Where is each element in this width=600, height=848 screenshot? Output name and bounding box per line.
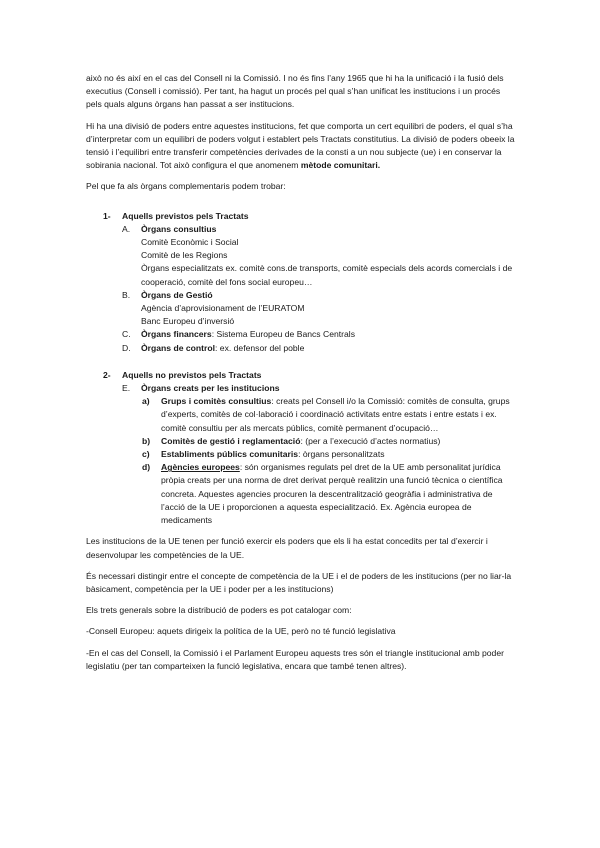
list2-item-e — [86, 382, 516, 395]
intro-paragraph-1: això no és així en el cas del Consell ni la Comissió. I no és fins l’any 1965 que hi ha la unificació i la fusió dels executius (Consell i comissió). Per tant, ha hagut un procés pel qual s’han unificat les institucions i un procés pels quals alguns òrgans han passat a ser institucions. — [86, 73, 504, 110]
list1-number: 1- — [103, 210, 111, 221]
spacer — [86, 202, 516, 210]
list1-item-c-text: : Sistema Europeu de Bancs Centrals — [211, 329, 355, 340]
outro-paragraph-2: És necessari distingir entre el concepte de competència de la UE i el de poders de les institucions (per no liar-la bàsicament, competència per la UE i poder per a les institucions) — [86, 570, 512, 594]
list2-subitem-d-title: Agències europees — [161, 462, 240, 473]
intro-paragraph-3: Pel que fa als òrgans complementaris podem trobar: — [86, 181, 286, 192]
list1-title: Aquells previstos pels Tractats — [122, 210, 249, 221]
outro-paragraph-3: Els trets generals sobre la distribució de poders es pot catalogar com: — [86, 605, 352, 616]
list1-item-a-letter: A. — [122, 223, 131, 234]
list2-title: Aquells no previstos pels Tractats — [122, 369, 262, 380]
outro-paragraph-4: -Consell Europeu: aquets dirigeix la política de la UE, però no té funció legislativa — [86, 626, 396, 637]
spacer — [86, 355, 516, 369]
list1-item-b — [86, 289, 516, 302]
list2-subitem-c — [86, 448, 516, 461]
list1-item-a-line: Òrgans especialitzats ex. comitè cons.de transports, comitè especials dels acords comercials i de cooperació, comitè del fons social europeu… — [141, 263, 513, 287]
list2-subitem-d-letter: d) — [142, 462, 151, 473]
list2-subitem-b-letter: b) — [142, 435, 151, 446]
list1-item-d — [86, 342, 516, 355]
intro-paragraph-2 — [86, 120, 516, 173]
list1-item-c — [86, 328, 516, 341]
list2-subitem-c-title: Establiments públics comunitaris — [161, 449, 299, 460]
list1-item-c-title: Òrgans financers — [141, 329, 212, 340]
list2-subitem-a-title: Grups i comitès consultius — [161, 396, 272, 407]
list2-item-e-title: Òrgans creats per les institucions — [141, 383, 280, 394]
intro-paragraph-2-text: Hi ha una divisió de poders entre aquestes institucions, fet que comporta un cert equilibri de poders, el qual s’ha d’interpretar com un equilibri de poders volgut i establert pels Tractats constitutius. La divisió de poders obeeix la tensió i l’equilibri entre transferir competències derivades de la consti a un nou subjecte (ue) i en conservar la sobirania nacional. Tot això configura el que anomenem — [86, 120, 515, 171]
list1-item-b-line: Banc Europeu d’inversió — [141, 316, 235, 327]
list2-subitem-b-title: Comitès de gestió i reglamentació — [161, 435, 301, 446]
metode-comunitari-term: mètode comunitari. — [300, 160, 381, 171]
list2-subitem-c-letter: c) — [142, 449, 150, 460]
list1-item-b-line: Agència d’aprovisionament de l’EURATOM — [141, 303, 305, 314]
list1-item-c-letter: C. — [122, 329, 131, 340]
list2-subitem-b — [86, 435, 516, 448]
list2-subitem-a — [86, 395, 516, 435]
list2-subitem-c-text: : òrgans personalitzats — [298, 449, 385, 460]
list2-subitem-d-text: : són organismes regulats pel dret de la UE amb personalitat jurídica pròpia creats per una norma de dret derivat perquè realitzin una funció tècnica o científica concreta. Aquestes agencies procuren la descentralització geogràfia i administrativa de l’acció de la UE i proporcionen a aquesta especialització. Ex. Agència europea de medicaments — [161, 462, 503, 526]
list1-item-b-letter: B. — [122, 289, 131, 300]
list1-item-d-title: Òrgans de control — [141, 342, 216, 353]
list1-item-a-title: Òrgans consultius — [141, 223, 217, 234]
list2-subitem-a-text: : creats pel Consell i/o la Comissió: comitès de consulta, grups d’experts, comitès de col·laboració i coordinació activitats entre estats i entre estats i ex. comitè consultiu per als mercats públics, comitè permanent d’ocupació… — [161, 396, 510, 433]
list2-subitem-b-text: : (per a l’execució d’actes normatius) — [300, 435, 441, 446]
list1-item-a-line: Comitè Econòmic i Social — [141, 237, 239, 248]
list1-item-b-title: Òrgans de Gestió — [141, 289, 213, 300]
list1-item-a — [86, 223, 516, 236]
list2-subitem-a-letter: a) — [142, 396, 150, 407]
outro-paragraph-1: Les institucions de la UE tenen per funció exercir els poders que els li ha estat concedits per tal d’exercir i desenvolupar les competències de la UE. — [86, 536, 488, 560]
list1-heading — [86, 210, 516, 223]
list2-item-e-letter: E. — [122, 383, 131, 394]
document-body — [86, 72, 516, 681]
list2-subitem-d — [86, 461, 516, 527]
list2-heading — [86, 369, 516, 382]
list2-number: 2- — [103, 369, 111, 380]
outro-paragraph-5: -En el cas del Consell, la Comissió i el Parlament Europeu aquests tres són el triangle institucional amb poder legislatiu (per tan comparteixen la funció legislativa, encara que també tenen altres). — [86, 647, 504, 671]
list1-item-d-letter: D. — [122, 342, 131, 353]
list1-item-d-text: : ex. defensor del poble — [215, 342, 305, 353]
list1-item-a-line: Comitè de les Regions — [141, 250, 228, 261]
spacer — [86, 527, 516, 535]
